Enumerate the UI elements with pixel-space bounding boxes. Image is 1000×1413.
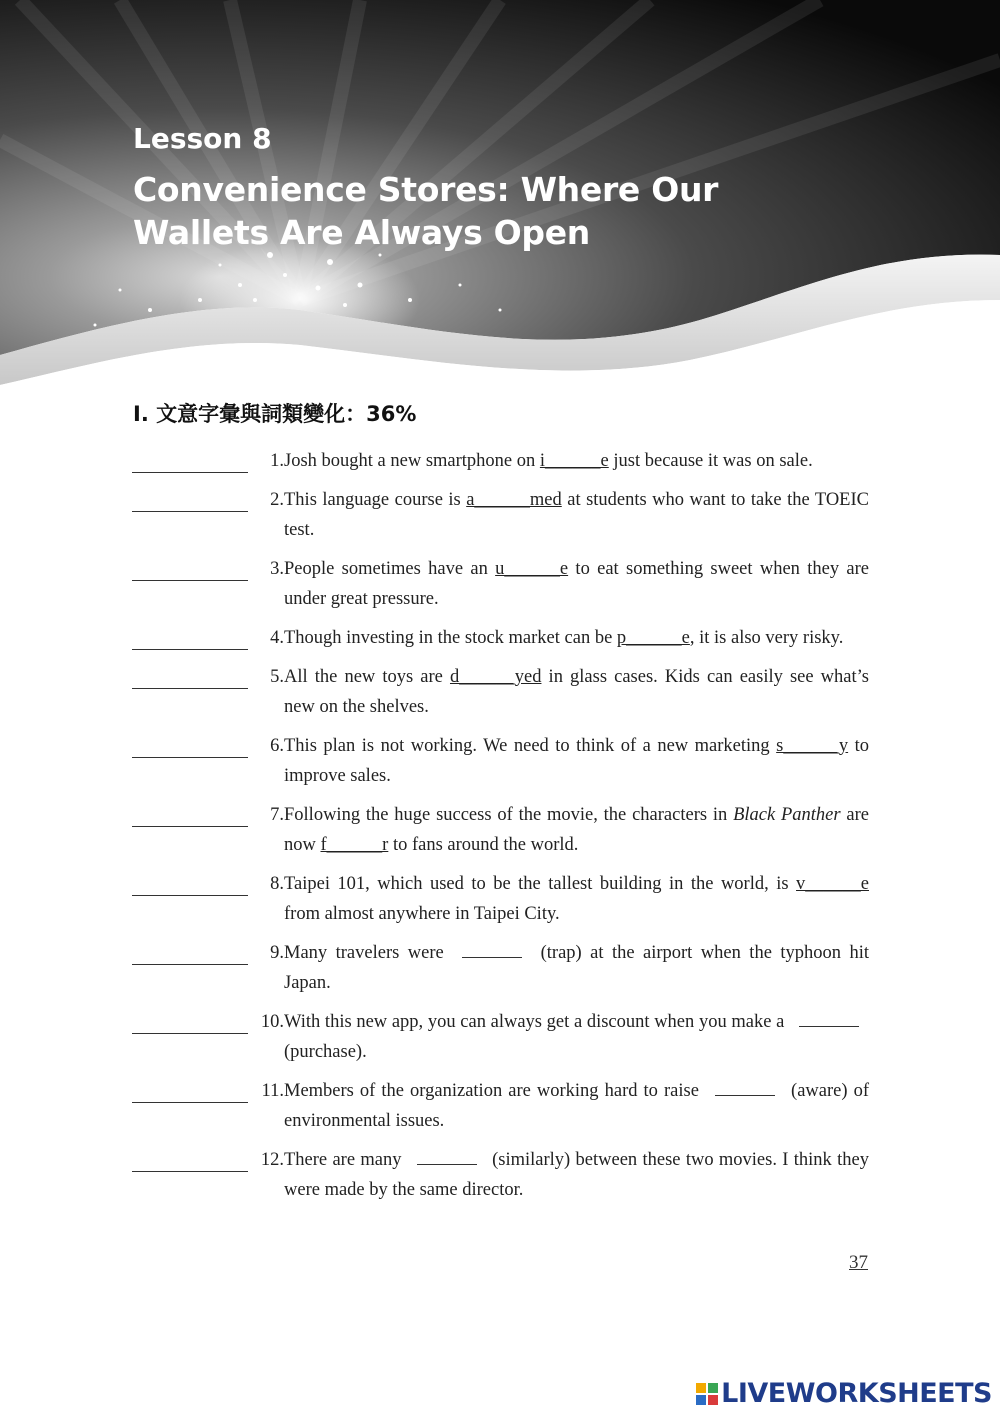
question-item <box>132 1076 869 1136</box>
question-item <box>132 446 869 476</box>
question-text-part: just because it was on sale. <box>608 451 813 471</box>
answer-blank[interactable] <box>132 687 248 689</box>
footer-brand[interactable] <box>695 1378 992 1409</box>
question-text-part: (similarly) between these two movies. I think they were made by the same director. <box>284 1150 869 1200</box>
question-number: 1. <box>270 451 284 471</box>
answer-blank[interactable] <box>132 963 248 965</box>
question-number: 4. <box>270 628 284 648</box>
question-text <box>284 662 869 722</box>
question-text-part: in glass cases. Kids can easily see what’s new on the shelves. <box>284 667 869 717</box>
answer-blank[interactable] <box>132 648 248 650</box>
question-number: 2. <box>270 490 284 510</box>
italic-title: Black Panther <box>733 805 841 825</box>
question-text-part: Taipei 101, which used to be the tallest building in the world, is <box>284 874 797 894</box>
question-number: 11. <box>261 1081 284 1101</box>
question-number: 5. <box>270 667 284 687</box>
lesson-number: Lesson 8 <box>133 122 272 155</box>
question-item <box>132 554 869 614</box>
question-text-part: (aware) of environmental issues. <box>284 1081 869 1131</box>
word-hint-blank: i______e <box>539 451 609 471</box>
question-text-part: (purchase). <box>284 1042 367 1062</box>
question-item <box>132 731 869 791</box>
section-heading: I. 文意字彙與詞類變化：36% <box>133 402 417 426</box>
answer-blank[interactable] <box>132 825 248 827</box>
question-text-part: Though investing in the stock market can be <box>284 628 617 648</box>
question-text <box>284 446 869 476</box>
question-text-part: are now <box>284 805 869 855</box>
question-text-part: to fans around the world. <box>388 835 579 855</box>
answer-blank[interactable] <box>132 1101 248 1103</box>
question-number: 3. <box>270 559 284 579</box>
liveworksheets-logo-icon <box>695 1382 719 1406</box>
question-text <box>284 485 869 545</box>
question-text-part: All the new toys are <box>284 667 450 687</box>
question-text-part: People sometimes have an <box>284 559 496 579</box>
title-line-2: Wallets Are Always Open <box>133 213 590 252</box>
answer-blank[interactable] <box>132 756 248 758</box>
question-text <box>284 1076 869 1136</box>
title-line-1: Convenience Stores: Where Our <box>133 170 719 209</box>
word-hint-blank: p______e <box>616 628 690 648</box>
question-text <box>284 554 869 614</box>
question-item <box>132 662 869 722</box>
answer-blank[interactable] <box>132 471 248 473</box>
answer-blank[interactable] <box>132 579 248 581</box>
question-text-part: Members of the organization are working hard to raise <box>284 1081 705 1101</box>
question-item <box>132 938 869 998</box>
question-text-part: from almost anywhere in Taipei City. <box>284 904 560 924</box>
question-item <box>132 1007 869 1067</box>
question-text-part: Josh bought a new smartphone on <box>284 451 540 471</box>
answer-blank[interactable] <box>132 894 248 896</box>
lesson-title <box>133 168 753 254</box>
brand-name: LIVEWORKSHEETS <box>721 1378 992 1409</box>
question-text <box>284 1007 869 1067</box>
question-item <box>132 869 869 929</box>
question-number: 6. <box>270 736 284 756</box>
question-text-part: With this new app, you can always get a discount when you make a <box>284 1012 789 1032</box>
question-item <box>132 800 869 860</box>
question-number: 12. <box>260 1150 284 1170</box>
question-number: 10. <box>260 1012 284 1032</box>
answer-blank[interactable] <box>132 1032 248 1034</box>
question-number: 8. <box>270 874 284 894</box>
question-text <box>284 869 869 929</box>
question-text-part: to eat something sweet when they are under great pressure. <box>284 559 869 609</box>
question-item <box>132 623 869 653</box>
fill-in-gap <box>417 1163 477 1165</box>
question-text-part: Following the huge success of the movie, the characters in <box>284 805 734 825</box>
question-text-part: to improve sales. <box>284 736 869 786</box>
question-text-part: at students who want to take the TOEIC test. <box>284 490 869 540</box>
question-text-part: (trap) at the airport when the typhoon hit Japan. <box>284 943 869 993</box>
question-text <box>284 1145 869 1205</box>
answer-blank[interactable] <box>132 1170 248 1172</box>
question-text-part: , it is also very risky. <box>689 628 844 648</box>
word-hint-blank: s______y <box>776 736 849 756</box>
question-text <box>284 800 869 860</box>
question-number: 7. <box>270 805 284 825</box>
question-text-part: This language course is <box>284 490 467 510</box>
page-number: 37 <box>849 1252 868 1273</box>
question-text <box>284 623 869 653</box>
question-text-part: There are many <box>284 1150 407 1170</box>
word-hint-blank: d______yed <box>449 667 542 687</box>
answer-blank[interactable] <box>132 510 248 512</box>
question-text <box>284 938 869 998</box>
word-hint-blank: u______e <box>495 559 569 579</box>
question-text-part: This plan is not working. We need to think of a new marketing <box>284 736 777 756</box>
question-text <box>284 731 869 791</box>
fill-in-gap <box>462 956 522 958</box>
question-item <box>132 1145 869 1205</box>
word-hint-blank: a______med <box>466 490 562 510</box>
word-hint-blank: v______e <box>796 874 869 894</box>
question-number: 9. <box>270 943 284 963</box>
question-item <box>132 485 869 545</box>
fill-in-gap <box>715 1094 775 1096</box>
fill-in-gap <box>799 1025 859 1027</box>
word-hint-blank: f______r <box>320 835 389 855</box>
question-text-part: Many travelers were <box>284 943 453 963</box>
